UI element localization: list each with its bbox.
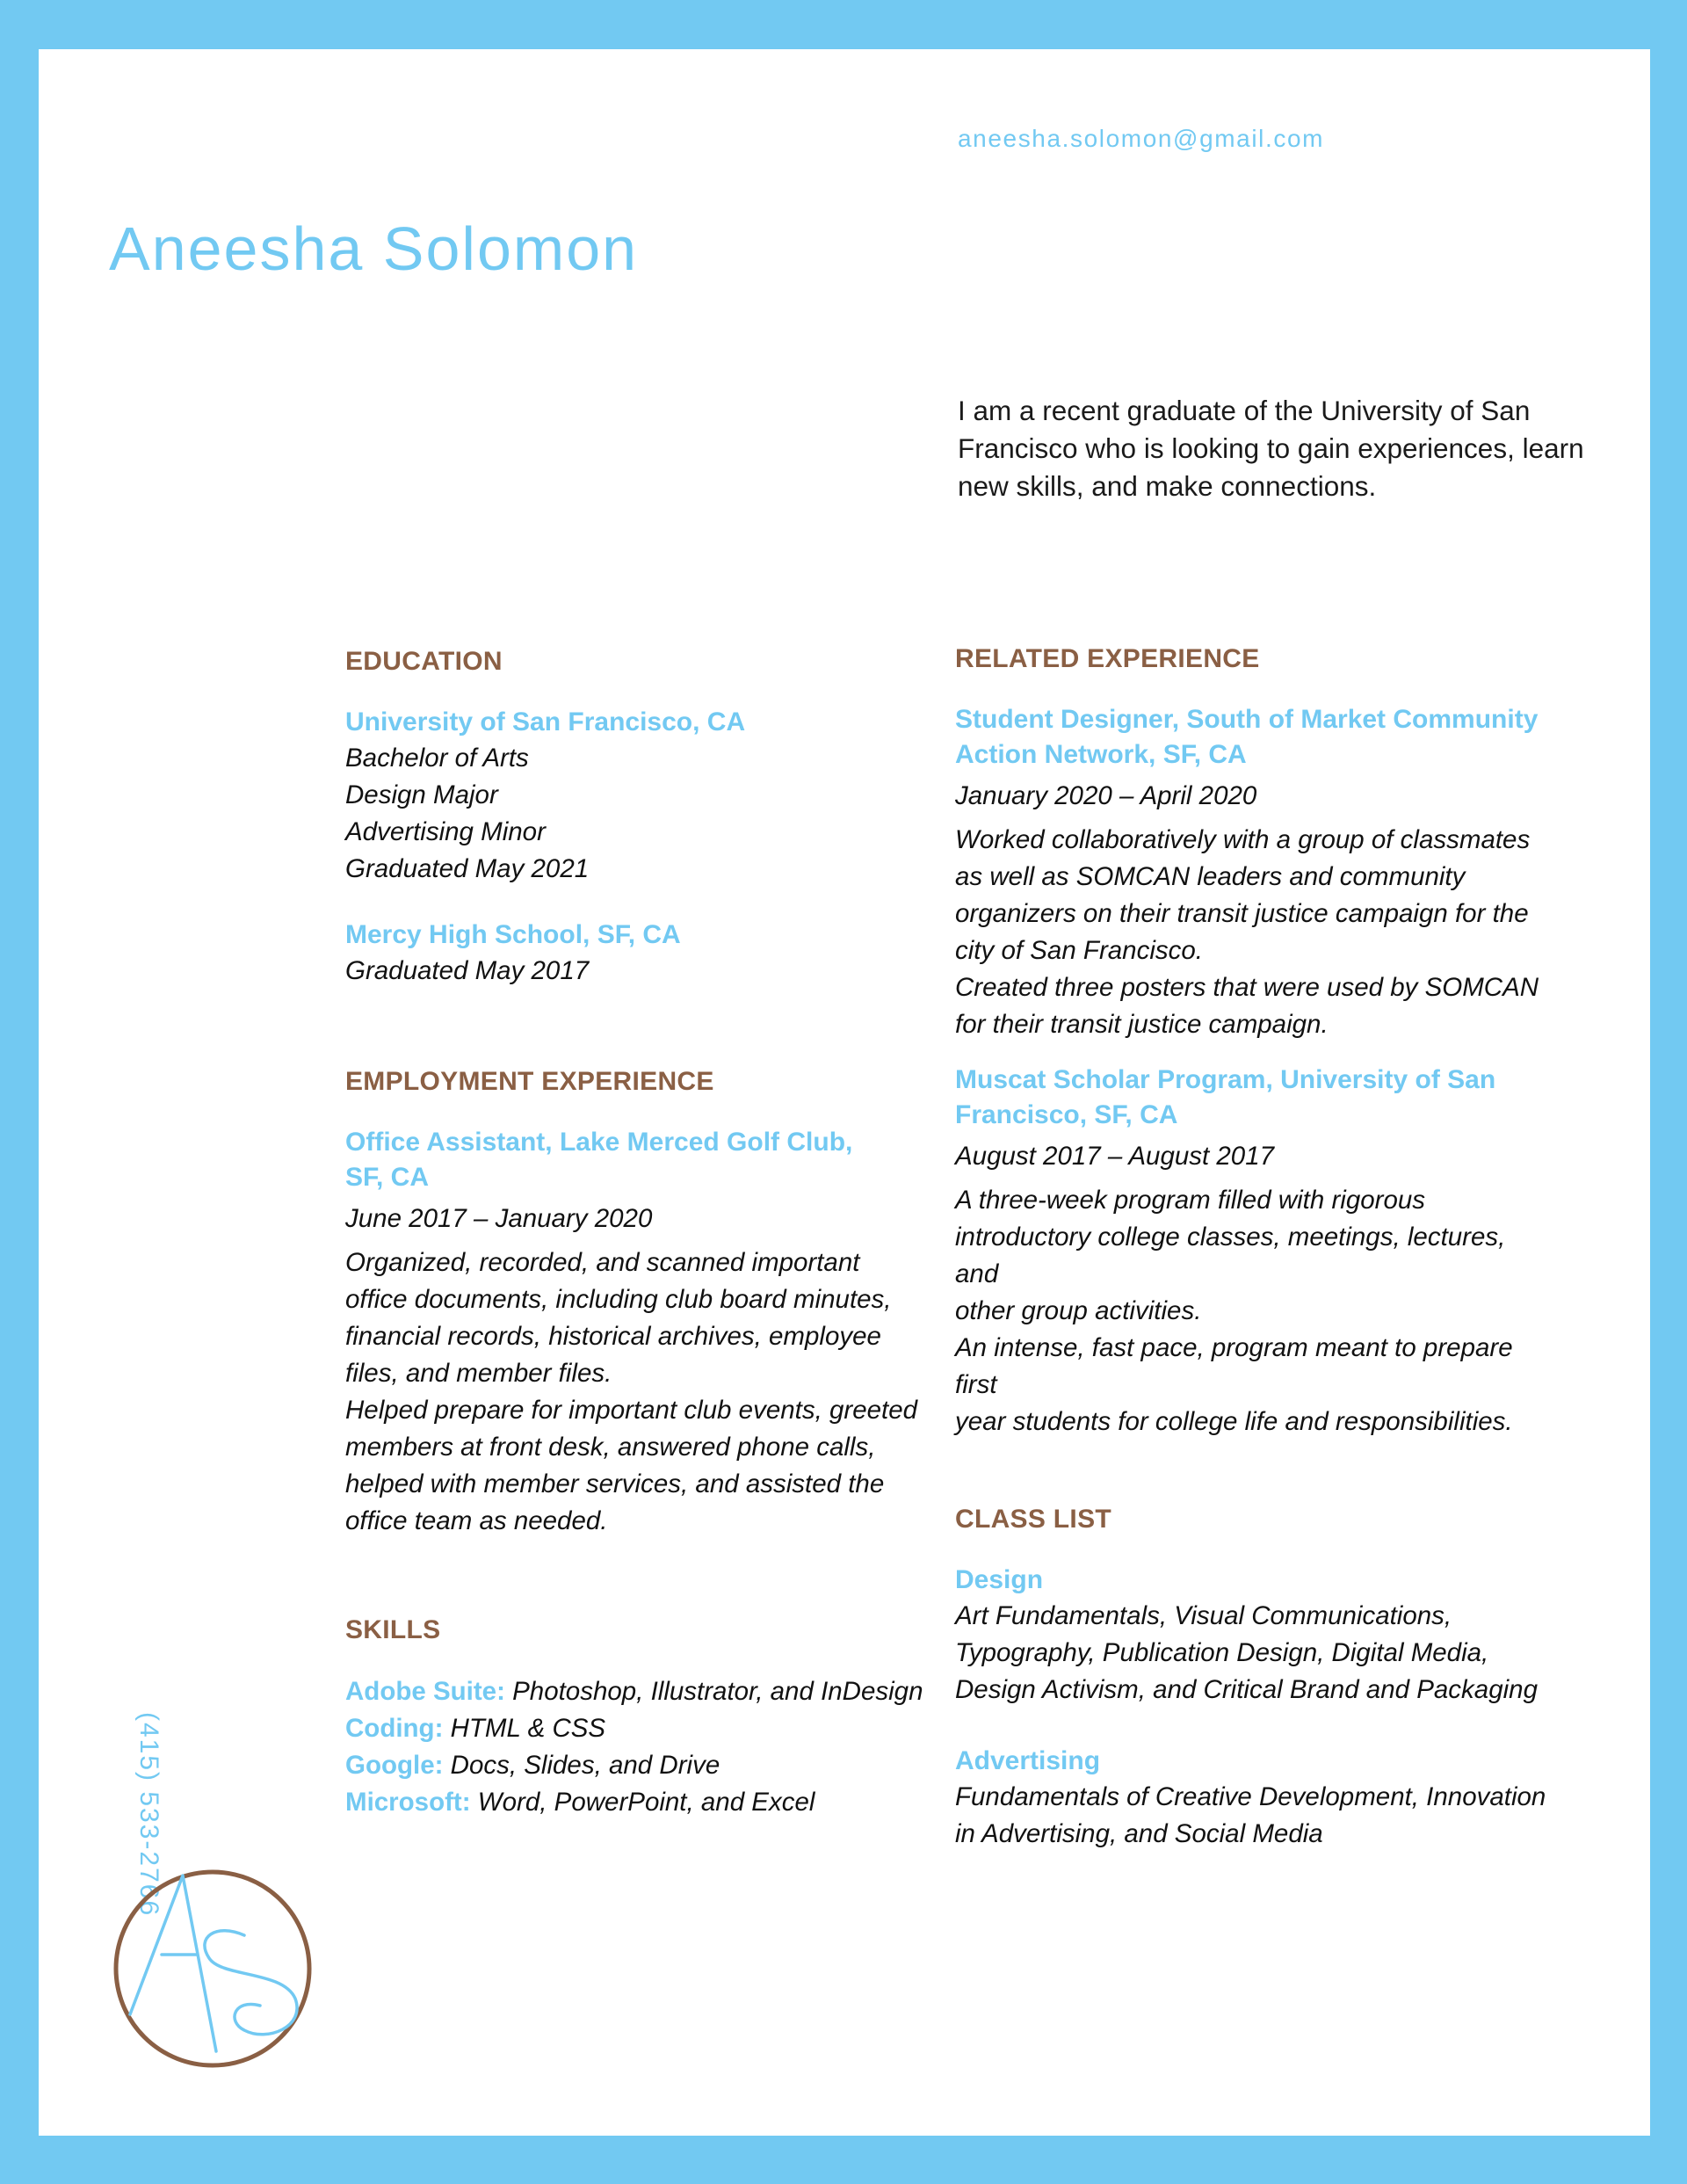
job-description-line: Helped prepare for important club events, greeted: [345, 1396, 918, 1425]
education-line: Advertising Minor: [345, 817, 546, 846]
class-line: Typography, Publication Design, Digital Media,: [955, 1638, 1489, 1667]
class-group-name: Advertising: [955, 1746, 1101, 1775]
role-description-line: Worked collaboratively with a group of classmates: [955, 825, 1531, 854]
school-name: University of San Francisco, CA: [345, 707, 746, 736]
employment-entry: [345, 1125, 943, 1540]
related-heading: RELATED EXPERIENCE: [955, 644, 1260, 673]
role-title: Student Designer, South of Market Community: [955, 705, 1539, 734]
skill-row: [345, 1710, 943, 1747]
skill-row: [345, 1673, 943, 1710]
role-description-line: An intense, fast pace, program meant to prepare first: [955, 1333, 1513, 1399]
role-description-line: Created three posters that were used by SOMCAN: [955, 973, 1539, 1002]
job-title-cont: SF, CA: [345, 1163, 430, 1192]
job-description-line: members at front desk, answered phone calls,: [345, 1433, 876, 1462]
email-address[interactable]: aneesha.solomon@gmail.com: [958, 125, 1325, 152]
skill-value: HTML & CSS: [443, 1714, 606, 1743]
class-group: [955, 1563, 1553, 1709]
job-description-line: Organized, recorded, and scanned important: [345, 1248, 860, 1277]
job-description-line: office documents, including club board minutes,: [345, 1285, 892, 1314]
job-dates: June 2017 – January 2020: [345, 1204, 653, 1233]
job-description-line: helped with member services, and assisted the: [345, 1469, 885, 1498]
summary-statement: I am a recent graduate of the University of San Francisco who is looking to gain experiences, learn new skills, and make connections.: [958, 395, 1584, 502]
skills-section: [345, 1617, 943, 1821]
class-line: Art Fundamentals, Visual Communications,: [955, 1601, 1452, 1630]
class-group-name: Design: [955, 1565, 1044, 1594]
class-line: in Advertising, and Social Media: [955, 1819, 1323, 1848]
related-experience-section: [955, 646, 1553, 1440]
skill-row: [345, 1747, 943, 1784]
role-description-line: organizers on their transit justice campaign for the: [955, 899, 1529, 928]
role-dates: August 2017 – August 2017: [955, 1142, 1275, 1171]
monogram-logo: [111, 1867, 315, 2071]
role-description-line: city of San Francisco.: [955, 936, 1203, 965]
role-description-line: as well as SOMCAN leaders and community: [955, 862, 1466, 891]
candidate-name: Aneesha Solomon: [109, 214, 639, 283]
class-line: Fundamentals of Creative Development, Innovation: [955, 1782, 1546, 1811]
job-description-line: files, and member files.: [345, 1359, 612, 1388]
skill-value: Docs, Slides, and Drive: [443, 1751, 720, 1780]
role-description-line: year students for college life and responsibilities.: [955, 1407, 1513, 1436]
role-description-line: A three-week program filled with rigorous: [955, 1186, 1426, 1215]
education-line: Graduated May 2021: [345, 854, 590, 883]
employment-section: [345, 1069, 943, 1540]
school-name: Mercy High School, SF, CA: [345, 920, 681, 949]
skill-value: Word, PowerPoint, and Excel: [470, 1788, 815, 1817]
related-entry: [955, 702, 1553, 1043]
education-section: [345, 649, 943, 990]
related-entry: [955, 1063, 1553, 1440]
education-line: Graduated May 2017: [345, 956, 590, 985]
role-title-cont: Action Network, SF, CA: [955, 740, 1247, 769]
class-line: Design Activism, and Critical Brand and Packaging: [955, 1675, 1538, 1704]
skill-row: [345, 1784, 943, 1821]
role-title: Muscat Scholar Program, University of San: [955, 1065, 1496, 1094]
skill-label: Adobe Suite:: [345, 1677, 505, 1706]
monogram-letters: [130, 1876, 297, 2051]
education-line: Design Major: [345, 780, 498, 809]
skills-heading: SKILLS: [345, 1615, 441, 1644]
employment-heading: EMPLOYMENT EXPERIENCE: [345, 1067, 714, 1096]
skill-value: Photoshop, Illustrator, and InDesign: [504, 1677, 923, 1706]
role-description-line: introductory college classes, meetings, lectures, and: [955, 1223, 1506, 1288]
job-description-line: financial records, historical archives, employee: [345, 1322, 881, 1351]
role-title-cont: Francisco, SF, CA: [955, 1100, 1178, 1129]
job-title: Office Assistant, Lake Merced Golf Club,: [345, 1128, 853, 1157]
role-dates: January 2020 – April 2020: [955, 781, 1257, 810]
education-entry: [345, 705, 943, 888]
role-description-line: for their transit justice campaign.: [955, 1010, 1329, 1039]
class-group: [955, 1744, 1553, 1853]
education-entry: [345, 918, 943, 990]
job-description-line: office team as needed.: [345, 1506, 608, 1535]
resume-page: [39, 49, 1650, 2136]
education-heading: EDUCATION: [345, 647, 503, 676]
class-list-section: [955, 1506, 1553, 1853]
skill-label: Google:: [345, 1751, 444, 1780]
skill-label: Coding:: [345, 1714, 444, 1743]
class-list-heading: CLASS LIST: [955, 1505, 1112, 1534]
phone-number[interactable]: (415) 533-2766: [134, 1712, 163, 1918]
education-line: Bachelor of Arts: [345, 744, 529, 773]
role-description-line: other group activities.: [955, 1296, 1202, 1325]
skill-label: Microsoft:: [345, 1788, 471, 1817]
